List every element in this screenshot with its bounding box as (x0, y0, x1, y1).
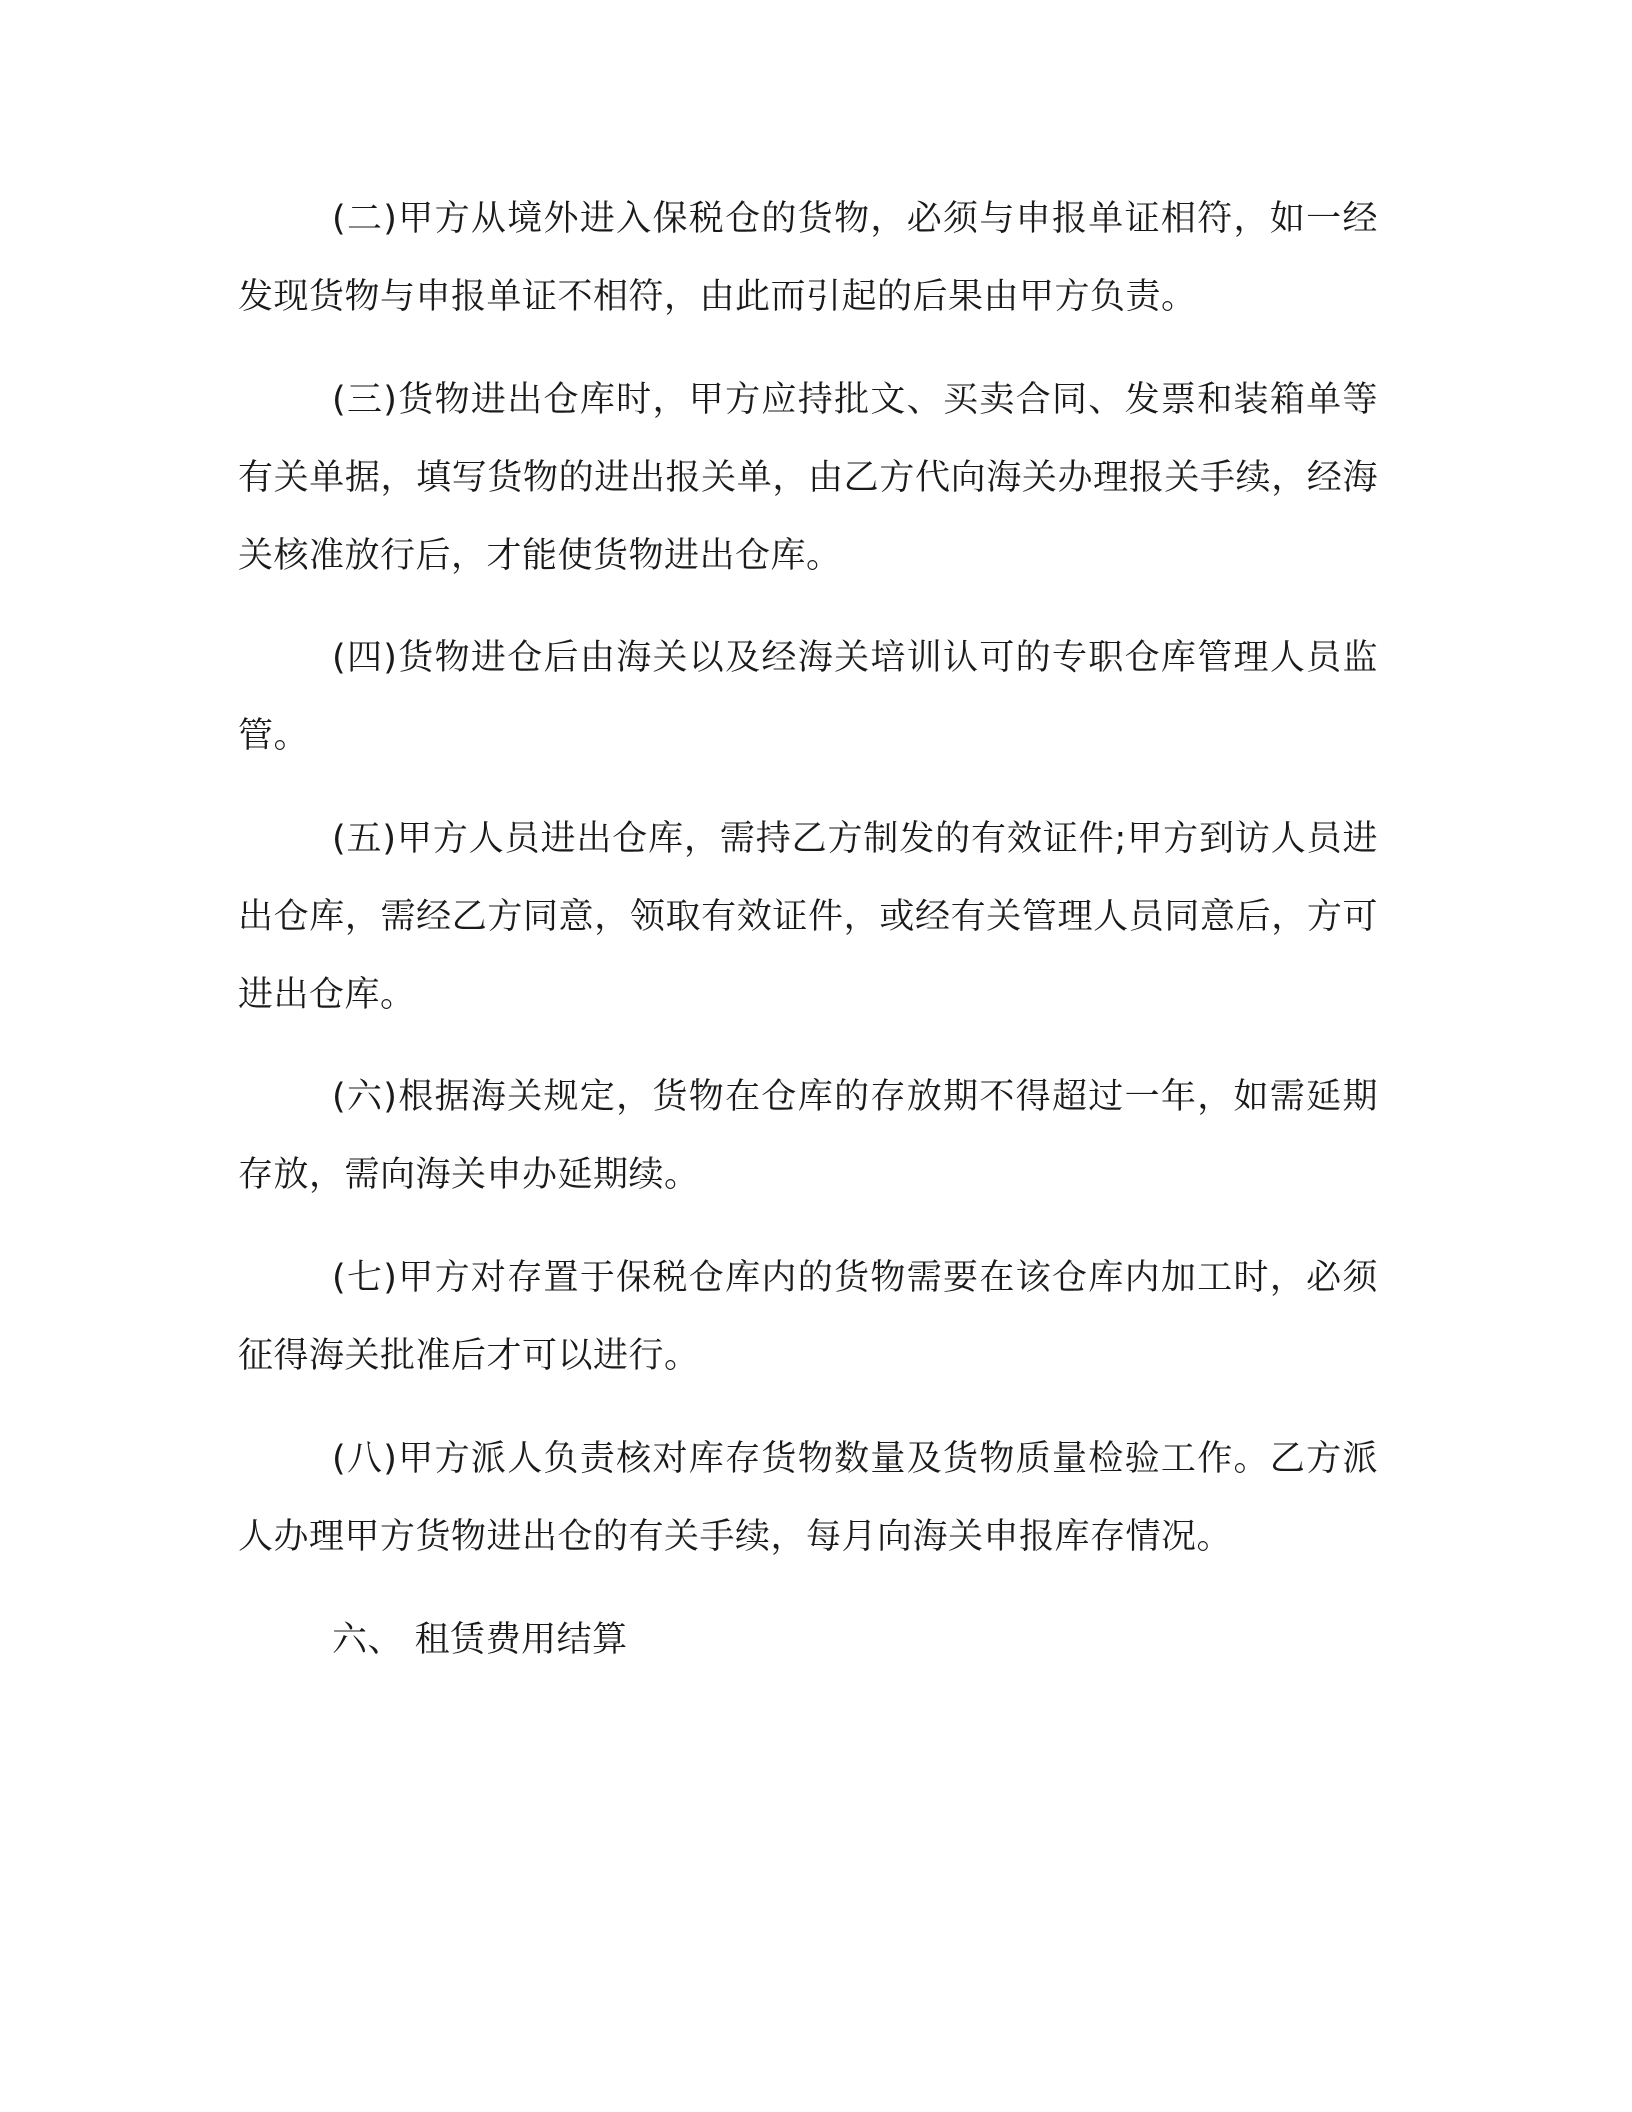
clause-3-paragraph: (三)货物进出仓库时，甲方应持批文、买卖合同、发票和装箱单等有关单据，填写货物的进出报关单，由乙方代向海关办理报关手续，经海关核准放行后，才能使货物进出仓库。 (238, 380, 1378, 576)
clause-5-paragraph: (五)甲方人员进出仓库，需持乙方制发的有效证件;甲方到访人员进出仓库，需经乙方同意，领取有效证件，或经有关管理人员同意后，方可进出仓库。 (238, 819, 1378, 1015)
clause-4-paragraph: (四)货物进仓后由海关以及经海关培训认可的专职仓库管理人员监管。 (238, 638, 1378, 756)
section-heading: 六、 租赁费用结算 (332, 1620, 628, 1660)
clause-2-paragraph: (二)甲方从境外进入保税仓的货物，必须与申报单证相符，如一经发现货物与申报单证不相符，由此而引起的后果由甲方负责。 (238, 199, 1378, 317)
clause-7-paragraph: (七)甲方对存置于保税仓库内的货物需要在该仓库内加工时，必须征得海关批准后才可以进行。 (238, 1258, 1378, 1376)
clause-6-paragraph: (六)根据海关规定，货物在仓库的存放期不得超过一年，如需延期存放，需向海关申办延期续。 (238, 1077, 1378, 1195)
clause-8-paragraph: (八)甲方派人负责核对库存货物数量及货物质量检验工作。乙方派人办理甲方货物进出仓的有关手续，每月向海关申报库存情况。 (238, 1439, 1378, 1557)
